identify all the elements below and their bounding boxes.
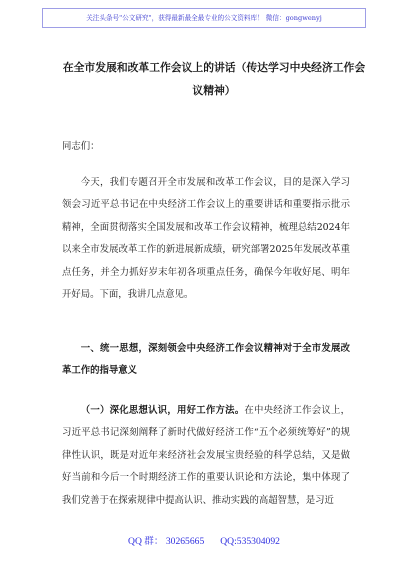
footer-qq-number: QQ:535304092 <box>220 536 280 547</box>
subsection-lead: （一）深化思想认识，用好工作方法。 <box>80 405 245 416</box>
section-heading-1: 一、统一思想，深刻领会中央经济工作会议精神对于全市发展改革工作的指导意义 <box>62 343 350 377</box>
subsection-body: 在中央经济工作会议上，习近平总书记深刻阐释了新时代做好经济工作“五个必须统筹好”的规律性认识，既是对近年来经济社会发展宝贵经验的科学总结，又是做好当前和今后一个时期经济工作的重要认识论和方法论，集中体现了我们党善于在探索规律中提高认识、推动实践的高超智慧，是习近 <box>62 405 350 506</box>
greeting: 同志们： <box>62 141 100 152</box>
paragraph-intro: 今天，我们专题召开全市发展和改革工作会议，目的是深入学习领会习近平总书记在中央经济工作会议上的重要讲话和重要指示批示精神，全面贯彻落实全国发展和改革工作会议精神，梳理总结2024年以来全市发展改革工作的新进展新成绩，研究部署2025年发展改革重点任务，并全力抓好岁末年初各项重点任务，确保今年收好尾、明年开好局。下面，我讲几点意见。 <box>62 177 350 301</box>
footer-contact <box>0 533 408 547</box>
document-title: 在全市发展和改革工作会议上的讲话（传达学习中央经济工作会议精神） <box>62 61 366 97</box>
footer-qq-group: QQ 群： 30265665 <box>128 536 205 547</box>
header-notice-banner: 关注头条号"公文研究"，获得最新最全最专业的公文资料库！ 微信：gongwenyj <box>42 8 366 28</box>
paragraph-subsection-1 <box>62 400 350 512</box>
